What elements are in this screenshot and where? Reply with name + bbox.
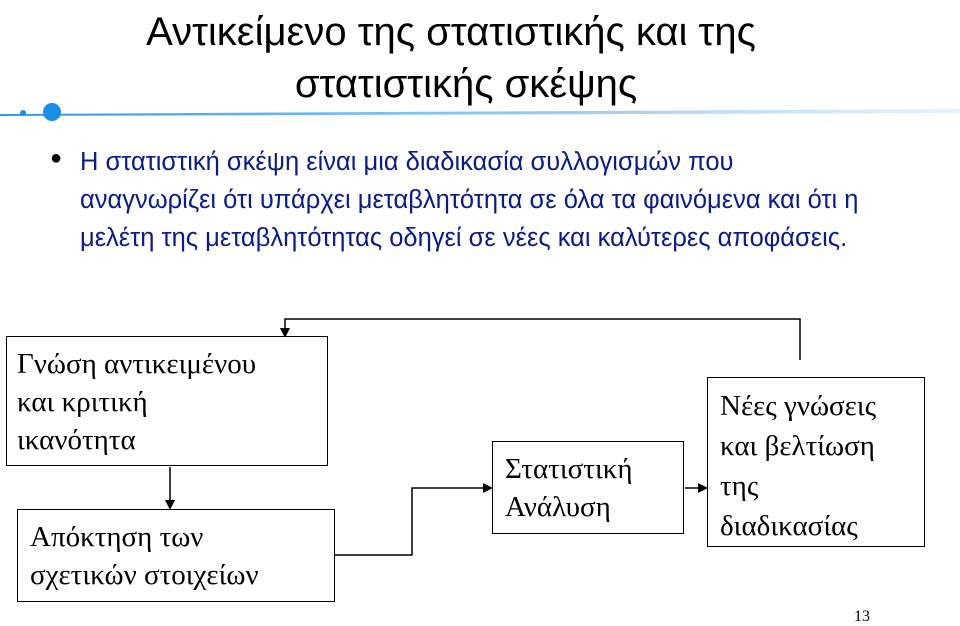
box-line: Νέες γνώσεις (720, 390, 877, 422)
box-line: διαδικασίας (720, 510, 858, 542)
box-line: ικανότητα (17, 424, 136, 456)
box-new-knowledge (707, 377, 925, 547)
page-number: 13 (854, 608, 870, 625)
box-line: της (720, 470, 759, 502)
box-subject-knowledge (6, 336, 328, 466)
feedback-loop-arrow (285, 319, 800, 360)
box-data-acquisition (17, 509, 335, 602)
box-statistical-analysis (492, 441, 684, 534)
bullet-paragraph: Η στατιστική σκέψη είναι μια διαδικασία συλλογισμών που αναγνωρίζει ότι υπάρχει μεταβλητότητα σε όλα τα φαινόμενα και ότι η μελέτη της μεταβλητότητας οδηγεί σε νέες και καλύτερες αποφάσεις. (80, 148, 859, 252)
box-line: Ανάλυση (505, 491, 611, 523)
box-line: και κριτική (17, 386, 148, 418)
box-line: Απόκτηση των (30, 521, 204, 553)
box-line: Στατιστική (505, 453, 633, 485)
box-line: και βελτίωση (720, 430, 875, 462)
slide-title-line-1: Αντικείμενο της στατιστικής και της (146, 10, 756, 54)
bullet-marker: ● (50, 147, 63, 169)
box-line: Γνώση αντικειμένου (17, 348, 257, 380)
box-line: σχετικών στοιχείων (30, 559, 259, 591)
acquire-to-analysis-arrow (335, 488, 491, 555)
slide-title-line-2: στατιστικής σκέψης (294, 62, 638, 106)
